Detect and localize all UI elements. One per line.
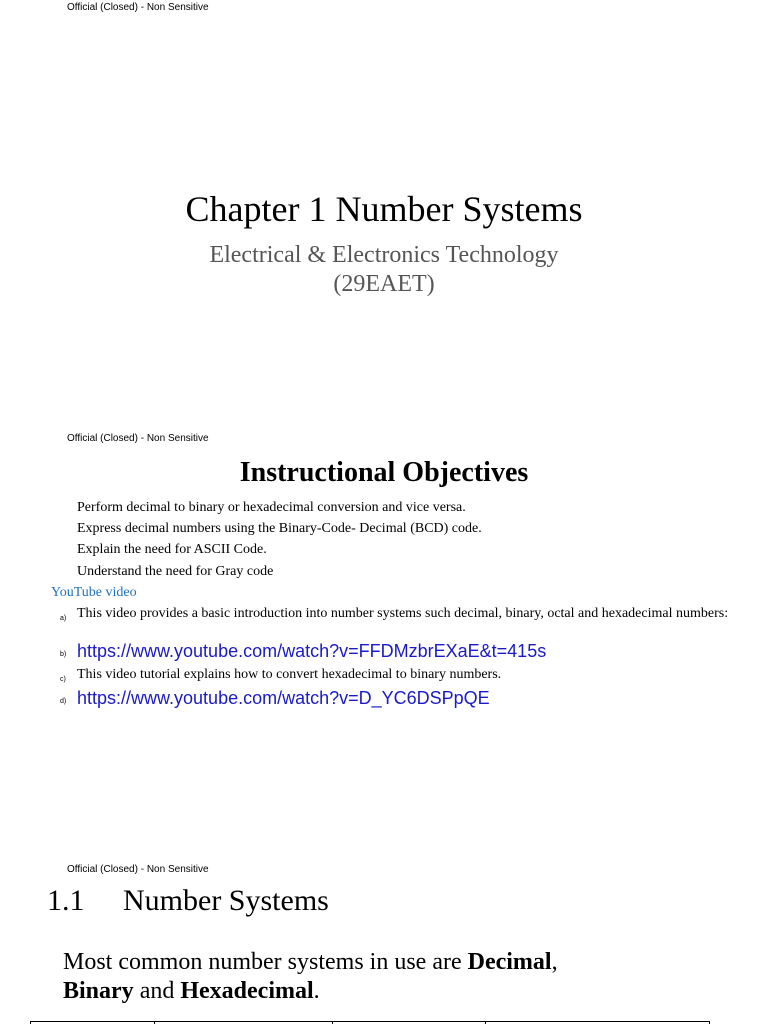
list-marker: d) bbox=[60, 698, 67, 705]
term-hexadecimal: Hexadecimal bbox=[180, 978, 314, 1004]
youtube-link[interactable]: https://www.youtube.com/watch?v=FFDMzbrEXaE&t=415s bbox=[77, 641, 547, 661]
paragraph-text: Most common number systems in use are bbox=[63, 949, 468, 975]
table-top-border bbox=[30, 1021, 710, 1025]
course-subtitle bbox=[0, 241, 768, 299]
objective-item: Express decimal numbers using the Binary-Code- Decimal (BCD) code. bbox=[77, 521, 482, 536]
objective-item: Perform decimal to binary or hexadecimal conversion and vice versa. bbox=[77, 500, 466, 515]
objective-item: Understand the need for Gray code bbox=[77, 564, 274, 579]
paragraph-text: , bbox=[551, 949, 558, 975]
list-marker: a) bbox=[60, 615, 67, 622]
list-marker: c) bbox=[60, 676, 66, 683]
list-marker: b) bbox=[60, 651, 67, 658]
course-name: Electrical & Electronics Technology bbox=[209, 242, 559, 268]
classification-label: Official (Closed) - Non Sensitive bbox=[67, 2, 209, 13]
youtube-video-label: YouTube video bbox=[51, 585, 137, 600]
course-code: (29EAET) bbox=[333, 271, 435, 297]
section-title: Number Systems bbox=[123, 884, 329, 917]
video-description: This video provides a basic introduction into number systems such decimal, binary, octal and hexadecimal numbers: bbox=[77, 606, 729, 621]
number-systems-paragraph bbox=[63, 948, 703, 1006]
classification-label: Official (Closed) - Non Sensitive bbox=[67, 864, 209, 875]
paragraph-text: . bbox=[313, 978, 320, 1004]
section-number: 1.1 bbox=[47, 884, 85, 917]
video-description: This video tutorial explains how to convert hexadecimal to binary numbers. bbox=[77, 667, 502, 682]
chapter-title: Chapter 1 Number Systems bbox=[185, 189, 583, 229]
term-binary: Binary bbox=[63, 978, 134, 1004]
objectives-heading: Instructional Objectives bbox=[239, 457, 529, 488]
term-decimal: Decimal bbox=[467, 949, 552, 975]
objective-item: Explain the need for ASCII Code. bbox=[77, 542, 267, 557]
youtube-link[interactable]: https://www.youtube.com/watch?v=D_YC6DSPpQE bbox=[77, 688, 490, 708]
classification-label: Official (Closed) - Non Sensitive bbox=[67, 433, 209, 444]
paragraph-text: and bbox=[133, 978, 181, 1004]
